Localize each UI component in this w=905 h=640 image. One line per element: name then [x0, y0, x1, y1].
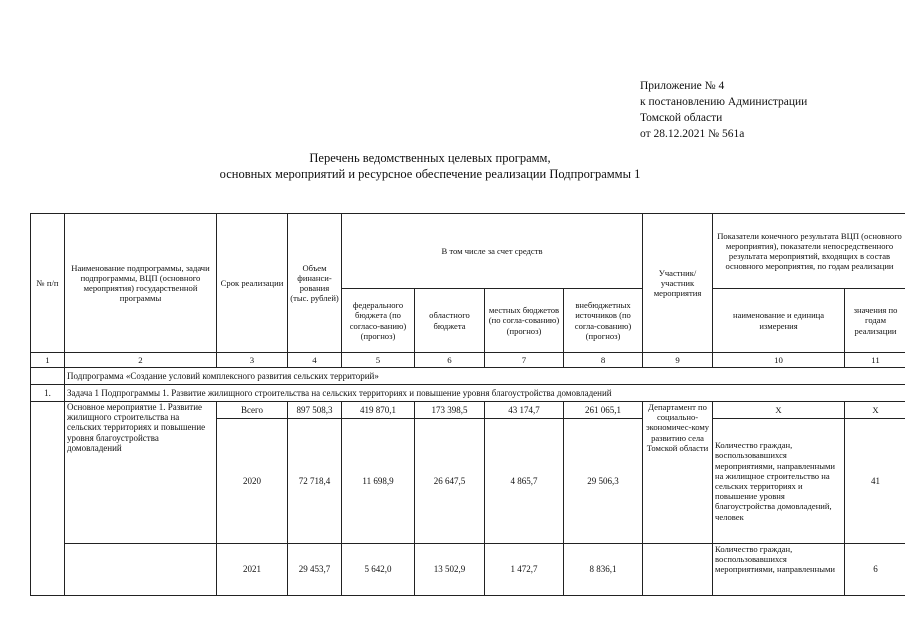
header-extra: внебюджетных источников (по согла-сованию) (прогноз)	[564, 289, 643, 353]
cell-regional: 173 398,5	[415, 402, 485, 419]
header-sources: В том числе за счет средств	[342, 214, 643, 289]
task-num: 1.	[31, 385, 65, 402]
subprogram-num-cell	[31, 368, 65, 385]
subprogram-row	[31, 368, 905, 385]
cell-regional: 13 502,9	[415, 544, 485, 596]
cell-federal: 5 642,0	[342, 544, 415, 596]
cell-indicator-name: Х	[713, 402, 845, 419]
column-number: 6	[415, 353, 485, 368]
header-participant: Участник/ участник мероприятия	[643, 214, 713, 353]
header-indicators: Показатели конечного результата ВЦП (основного мероприятия), показатели непосредственного результата мероприятий, входящих в состав основного мероприятия, по годам реализации	[713, 214, 905, 289]
appendix-line: Томской области	[640, 112, 723, 124]
document-title-line: Перечень ведомственных целевых программ,	[309, 151, 551, 165]
measure-participant: Департамент по социально-экономичес-кому развитию села Томской области	[643, 402, 713, 544]
cell-term: Всего	[217, 402, 288, 419]
table-row	[31, 544, 905, 596]
header-volume: Объем финанси-рования (тыс. рублей)	[288, 214, 342, 353]
cell-extra: 8 836,1	[564, 544, 643, 596]
table-row	[31, 402, 905, 419]
header-row	[31, 214, 905, 289]
appendix-line: от 28.12.2021 № 561а	[640, 128, 745, 140]
column-number: 9	[643, 353, 713, 368]
cell-indicator-name: Количество граждан, воспользовавшихся мероприятиями, направленными	[713, 544, 845, 596]
header-federal: федерального бюджета (по согласо-ванию) (прогноз)	[342, 289, 415, 353]
measure-num-cell	[31, 402, 65, 596]
header-name: Наименование подпрограммы, задачи подпрограммы, ВЦП (основного мероприятия) государственной программы	[65, 214, 217, 353]
cell-extra: 261 065,1	[564, 402, 643, 419]
cell-volume: 29 453,7	[288, 544, 342, 596]
cell-local: 43 174,7	[485, 402, 564, 419]
column-number: 11	[845, 353, 905, 368]
document-title-line: основных мероприятий и ресурсное обеспечение реализации Подпрограммы 1	[219, 167, 641, 181]
column-number: 5	[342, 353, 415, 368]
appendix-line: Приложение № 4	[640, 80, 725, 92]
measure-name: Основное мероприятие 1. Развитие жилищного строительства на сельских территориях и повышение уровня благоустройства домовладений	[65, 402, 217, 544]
cell-indicator-value: Х	[845, 402, 905, 419]
column-number: 8	[564, 353, 643, 368]
cell-volume: 72 718,4	[288, 419, 342, 544]
cell-local: 4 865,7	[485, 419, 564, 544]
column-number: 4	[288, 353, 342, 368]
header-indicator-name: наименование и единица измерения	[713, 289, 845, 353]
cell-extra: 29 506,3	[564, 419, 643, 544]
column-number-row	[31, 353, 905, 368]
header-term: Срок реализации	[217, 214, 288, 353]
cell-indicator-value: 41	[845, 419, 905, 544]
cell-term: 2021	[217, 544, 288, 596]
cell-federal: 11 698,9	[342, 419, 415, 544]
subprogram-label: Подпрограмма «Создание условий комплексного развития сельских территорий»	[65, 368, 905, 385]
task-label: Задача 1 Подпрограммы 1. Развитие жилищного строительства на сельских территориях и повышение уровня благоустройства домовладений	[65, 385, 905, 402]
program-table	[30, 213, 905, 596]
column-number: 2	[65, 353, 217, 368]
measure-name-continued	[65, 544, 217, 596]
cell-indicator-value: 6	[845, 544, 905, 596]
cell-volume: 897 508,3	[288, 402, 342, 419]
column-number: 10	[713, 353, 845, 368]
cell-term: 2020	[217, 419, 288, 544]
cell-regional: 26 647,5	[415, 419, 485, 544]
measure-participant-continued	[643, 544, 713, 596]
cell-indicator-name: Количество граждан, воспользовавшихся мероприятиями, направленными на жилищное строительство на сельских территориях и повышение уровня благоустройства домовладений, человек	[713, 419, 845, 544]
appendix-line: к постановлению Администрации	[640, 96, 808, 108]
document-title	[150, 150, 710, 182]
cell-local: 1 472,7	[485, 544, 564, 596]
appendix-block	[640, 78, 870, 142]
header-regional: областного бюджета	[415, 289, 485, 353]
header-indicator-value: значения по годам реализации	[845, 289, 905, 353]
column-number: 3	[217, 353, 288, 368]
header-num: № п/п	[31, 214, 65, 353]
header-local: местных бюджетов (по согла-сованию) (прогноз)	[485, 289, 564, 353]
column-number: 1	[31, 353, 65, 368]
column-number: 7	[485, 353, 564, 368]
task-row	[31, 385, 905, 402]
cell-federal: 419 870,1	[342, 402, 415, 419]
